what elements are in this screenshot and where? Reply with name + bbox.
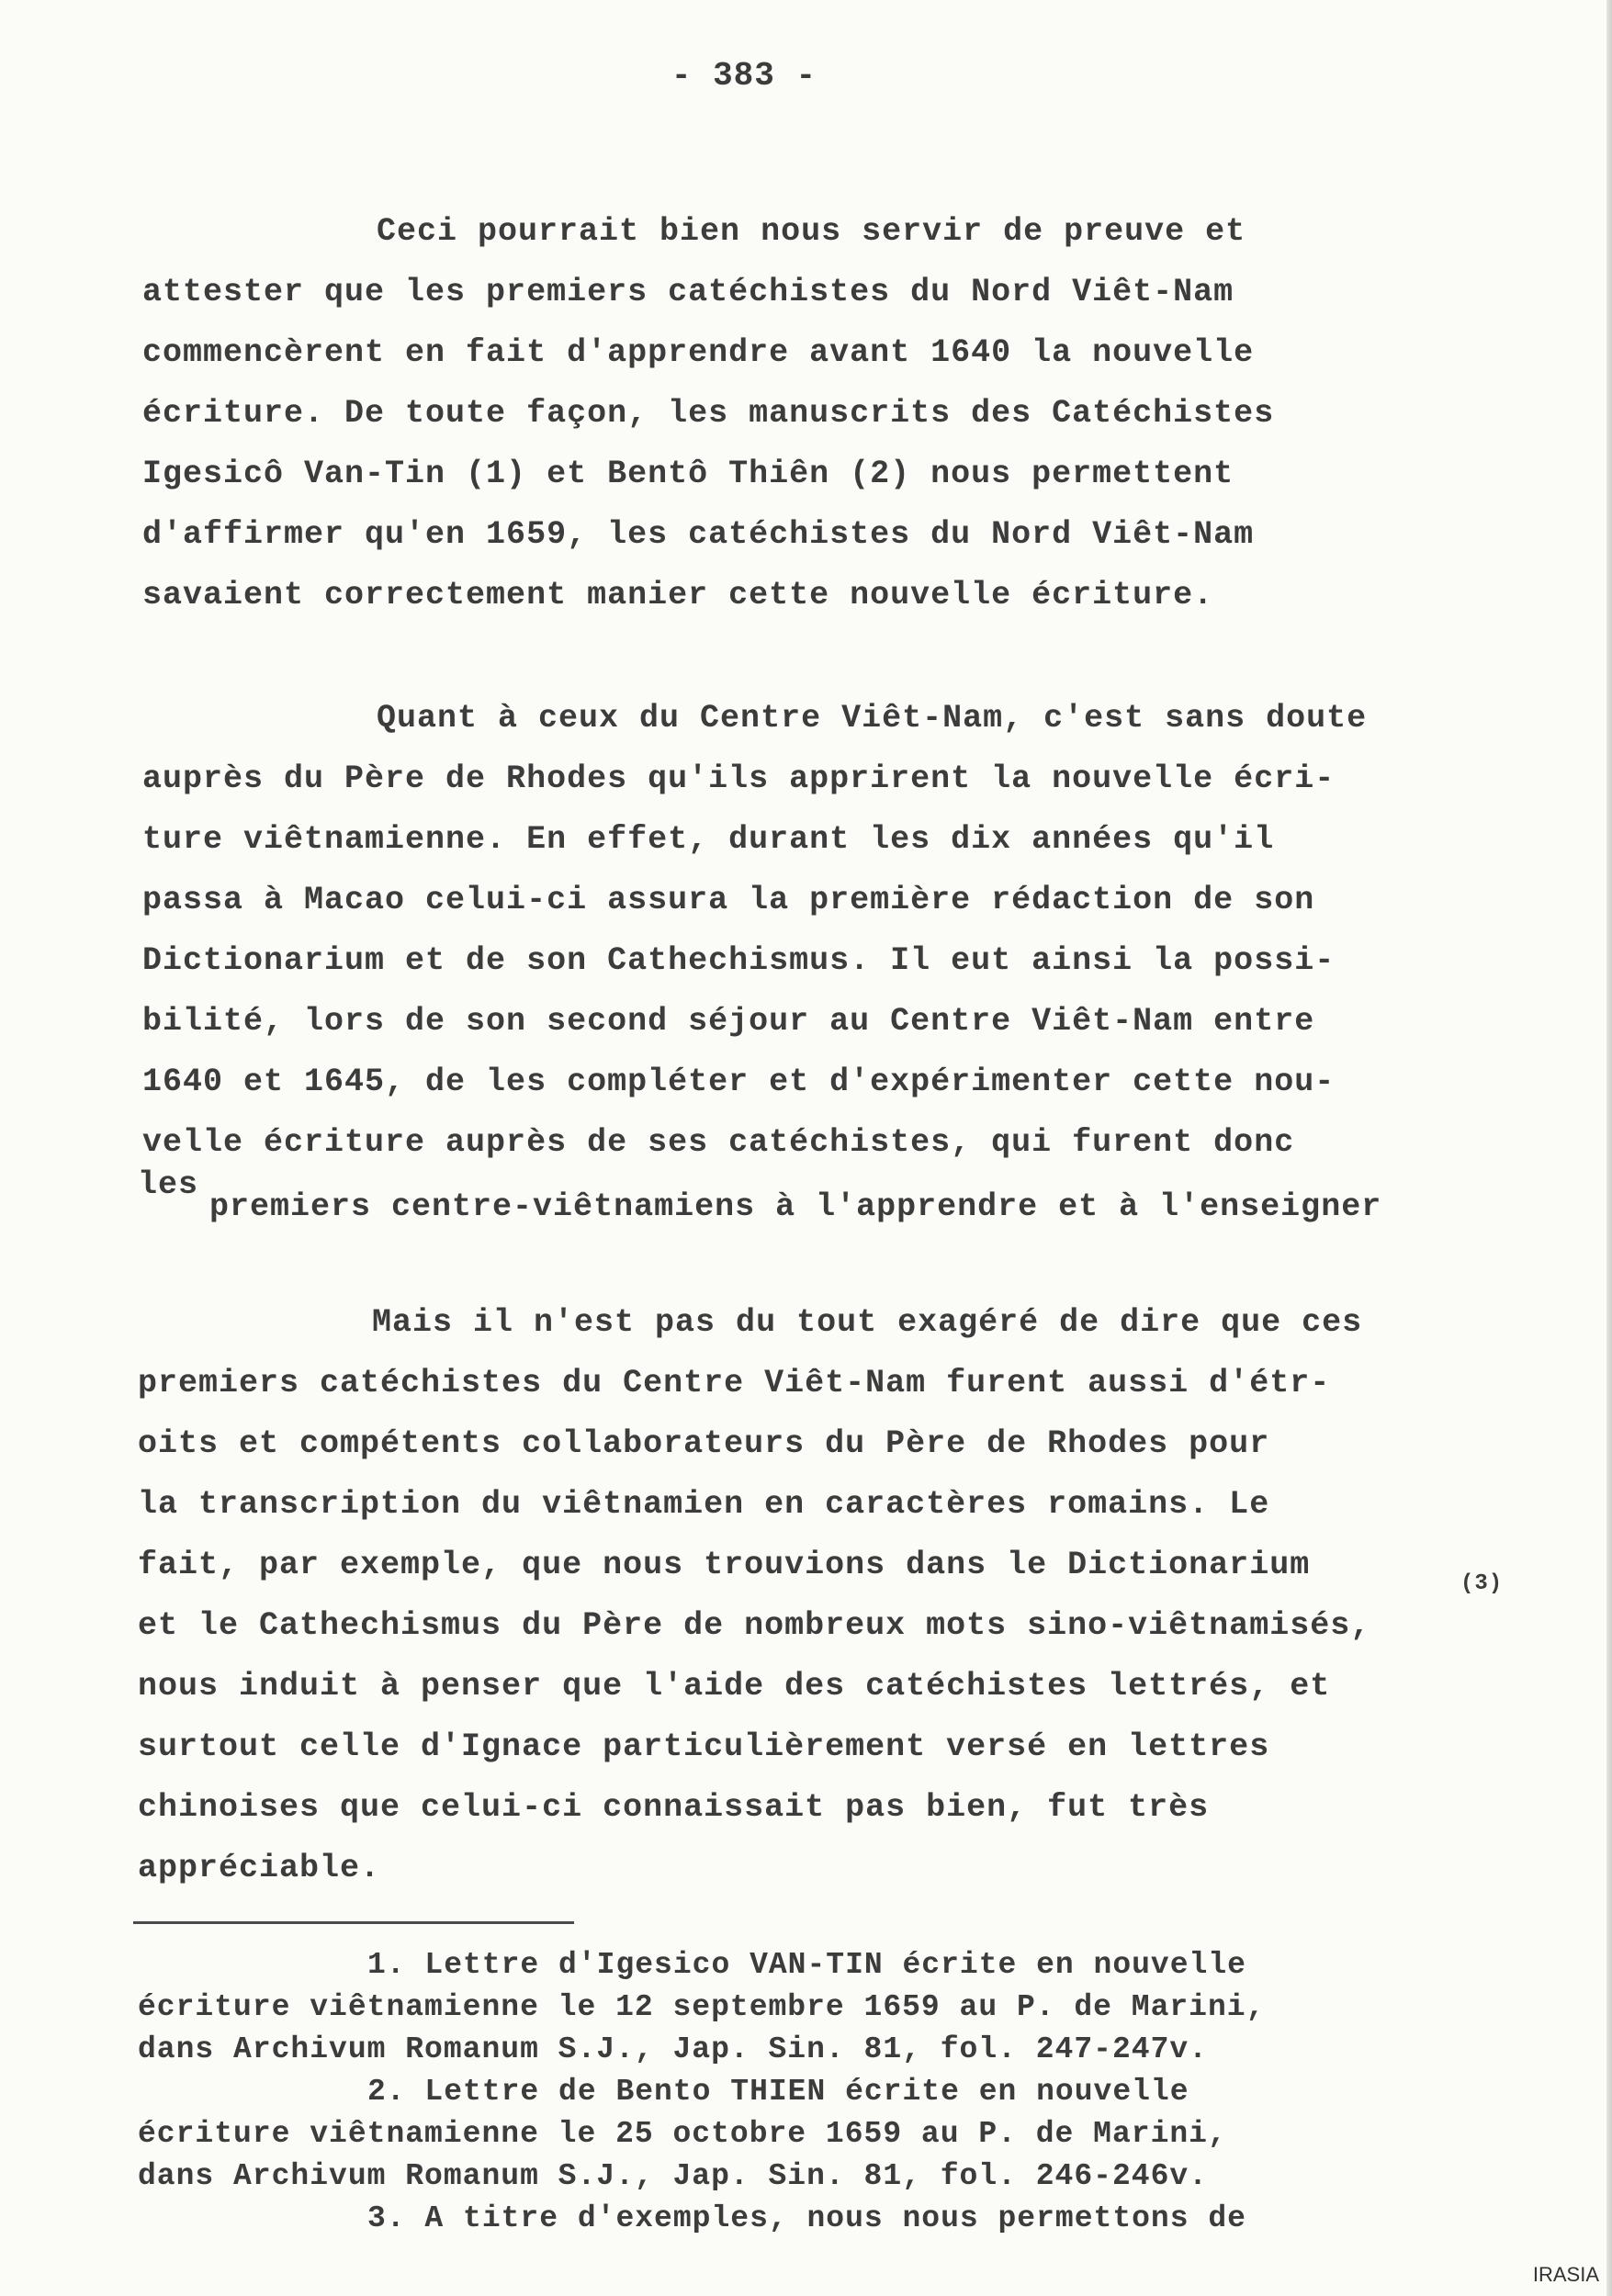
- p3-line-5: fait, par exemple, que nous trouvions dans le Dictionarium: [138, 1547, 1311, 1583]
- p3-line-8: surtout celle d'Ignace particulièrement versé en lettres: [138, 1728, 1270, 1765]
- p1-line-1: Ceci pourrait bien nous servir de preuve et: [377, 213, 1246, 250]
- p2-line-2: auprès du Père de Rhodes qu'ils apprirent la nouvelle écri-: [142, 760, 1336, 797]
- p1-line-4: écriture. De toute façon, les manuscrits des Catéchistes: [142, 395, 1275, 432]
- page-number: - 383 -: [671, 57, 817, 95]
- p2-line-8: velle écriture auprès de ses catéchistes, qui furent donc: [142, 1124, 1295, 1161]
- p2-line-6: bilité, lors de son second séjour au Centre Viêt-Nam entre: [142, 1003, 1315, 1040]
- footnote-1-line-3: dans Archivum Romanum S.J., Jap. Sin. 81, fol. 247-247v.: [138, 2032, 1208, 2066]
- p3-line-3: oits et compétents collaborateurs du Père de Rhodes pour: [138, 1425, 1270, 1462]
- p3-line-10: appréciable.: [138, 1850, 381, 1886]
- p2-inserted-word: les: [138, 1166, 199, 1203]
- footnote-2-line-3: dans Archivum Romanum S.J., Jap. Sin. 81, fol. 246-246v.: [138, 2159, 1208, 2193]
- p2-line-9: premiers centre-viêtnamiens à l'apprendre et à l'enseigner: [209, 1188, 1382, 1225]
- p2-line-1: Quant à ceux du Centre Viêt-Nam, c'est sans doute: [377, 700, 1368, 737]
- p1-line-2: attester que les premiers catéchistes du Nord Viêt-Nam: [142, 274, 1234, 310]
- footnote-2-line-2: écriture viêtnamienne le 25 octobre 1659 au P. de Marini,: [138, 2117, 1227, 2151]
- p3-line-9: chinoises que celui-ci connaissait pas bien, fut très: [138, 1789, 1210, 1826]
- footnote-1-line-1: 1. Lettre d'Igesico VAN-TIN écrite en nouvelle: [367, 1948, 1246, 1982]
- footnote-separator: [133, 1921, 574, 1924]
- footnote-ref-3: (3): [1460, 1571, 1504, 1596]
- p3-line-4: la transcription du viêtnamien en caractères romains. Le: [138, 1486, 1270, 1523]
- p1-line-7: savaient correctement manier cette nouvelle écriture.: [142, 577, 1214, 613]
- p2-line-3: ture viêtnamienne. En effet, durant les dix années qu'il: [142, 821, 1275, 858]
- p3-line-6: et le Cathechismus du Père de nombreux mots sino-viêtnamisés,: [138, 1607, 1371, 1644]
- footnote-2-line-1: 2. Lettre de Bento THIEN écrite en nouvelle: [367, 2075, 1189, 2109]
- footnote-1-line-2: écriture viêtnamienne le 12 septembre 1659 au P. de Marini,: [138, 1990, 1266, 2024]
- p1-line-6: d'affirmer qu'en 1659, les catéchistes du Nord Viêt-Nam: [142, 516, 1255, 553]
- page-edge: [1606, 0, 1612, 2296]
- archive-stamp: IRASIA: [1532, 2263, 1599, 2286]
- p1-line-5: Igesicô Van-Tin (1) et Bentô Thiên (2) nous permettent: [142, 456, 1234, 492]
- footnote-3-line-1: 3. A titre d'exemples, nous nous permettons de: [367, 2201, 1246, 2235]
- p1-line-3: commencèrent en fait d'apprendre avant 1640 la nouvelle: [142, 334, 1255, 371]
- p3-line-1: Mais il n'est pas du tout exagéré de dire que ces: [372, 1304, 1363, 1341]
- p2-line-7: 1640 et 1645, de les compléter et d'expérimenter cette nou-: [142, 1064, 1336, 1100]
- p3-line-7: nous induit à penser que l'aide des catéchistes lettrés, et: [138, 1668, 1331, 1705]
- p2-line-4: passa à Macao celui-ci assura la première rédaction de son: [142, 882, 1315, 918]
- p3-line-2: premiers catéchistes du Centre Viêt-Nam furent aussi d'étr-: [138, 1365, 1331, 1401]
- p2-line-5: Dictionarium et de son Cathechismus. Il eut ainsi la possi-: [142, 942, 1336, 979]
